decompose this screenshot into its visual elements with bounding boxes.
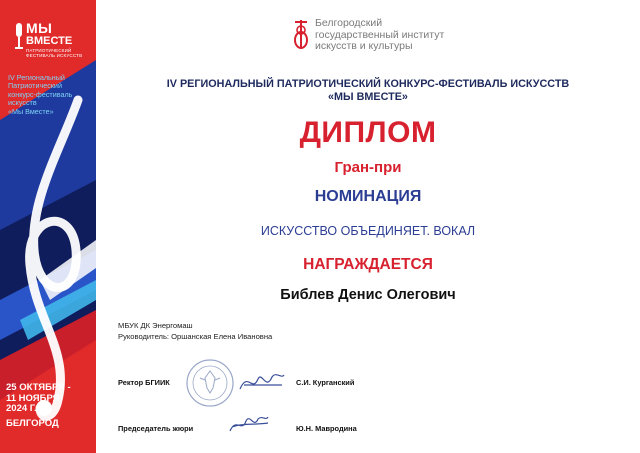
sidebar-description-line: IV Региональный [8,73,65,82]
festival-city: БЕЛГОРОД [6,418,59,429]
sidebar-description-line: искусств [8,98,37,108]
festival-title [96,78,640,104]
festival-title-line: «МЫ ВМЕСТЕ» [328,91,408,103]
organization-line: МБУК ДК Энергомаш [118,321,193,330]
logo-line-4: ФЕСТИВАЛЬ ИСКУССТВ [26,53,83,58]
sidebar-banner [0,0,96,453]
rector-signature-icon [238,367,286,395]
official-seal-icon [185,358,235,408]
awardee-name: Библев Денис Олегович [280,287,456,303]
diploma-heading: ДИПЛОМ [299,116,437,149]
signature-role-jury: Председатель жюри [118,424,194,433]
institute-name-line: Белгородский [315,17,383,29]
violin-emblem-icon [291,18,311,52]
logo-line-3: ПАТРИОТИЧЕСКИЙ [26,48,72,53]
festival-date-line: 11 НОЯБРЯ [6,392,60,404]
signature-role-rector: Ректор БГИИК [118,378,170,387]
festival-date-line: 25 ОКТЯБРЯ - [6,382,71,393]
festival-date-line: 2024 Г. [6,403,37,414]
organization-line: Руководитель: Оршанская Елена Ивановна [118,332,273,341]
sidebar-description [8,74,94,116]
signature-name-jury: Ю.Н. Мавродина [296,424,357,433]
awarded-heading: НАГРАЖДАЕТСЯ [303,256,433,273]
logo-line-1: МЫ [26,20,53,36]
festival-dates [6,383,94,415]
award-level: Гран-при [334,159,402,176]
sidebar-description-line: Патриотический [8,81,62,91]
institute-name-line: искусств и культуры [315,40,413,52]
logo-line-2: ВМЕСТЕ [26,35,73,47]
festival-title-line: IV РЕГИОНАЛЬНЫЙ ПАТРИОТИЧЕСКИЙ КОНКУРС-ФЕСТИВАЛЬ ИСКУССТВ [166,78,570,90]
signature-name-rector: С.И. Курганский [296,378,355,387]
microphone-mark-icon [14,23,24,49]
nomination-value: ИСКУССТВО ОБЪЕДИНЯЕТ. ВОКАЛ [260,224,476,238]
festival-logo [14,22,88,58]
jury-signature-icon [228,411,270,437]
sidebar-description-line: «Мы Вместе» [8,106,54,116]
sidebar-description-line: конкурс-фестиваль [8,89,73,99]
institute-name-line: государственный институт [315,28,445,41]
nomination-heading: НОМИНАЦИЯ [314,188,422,205]
organization-block [118,320,272,342]
